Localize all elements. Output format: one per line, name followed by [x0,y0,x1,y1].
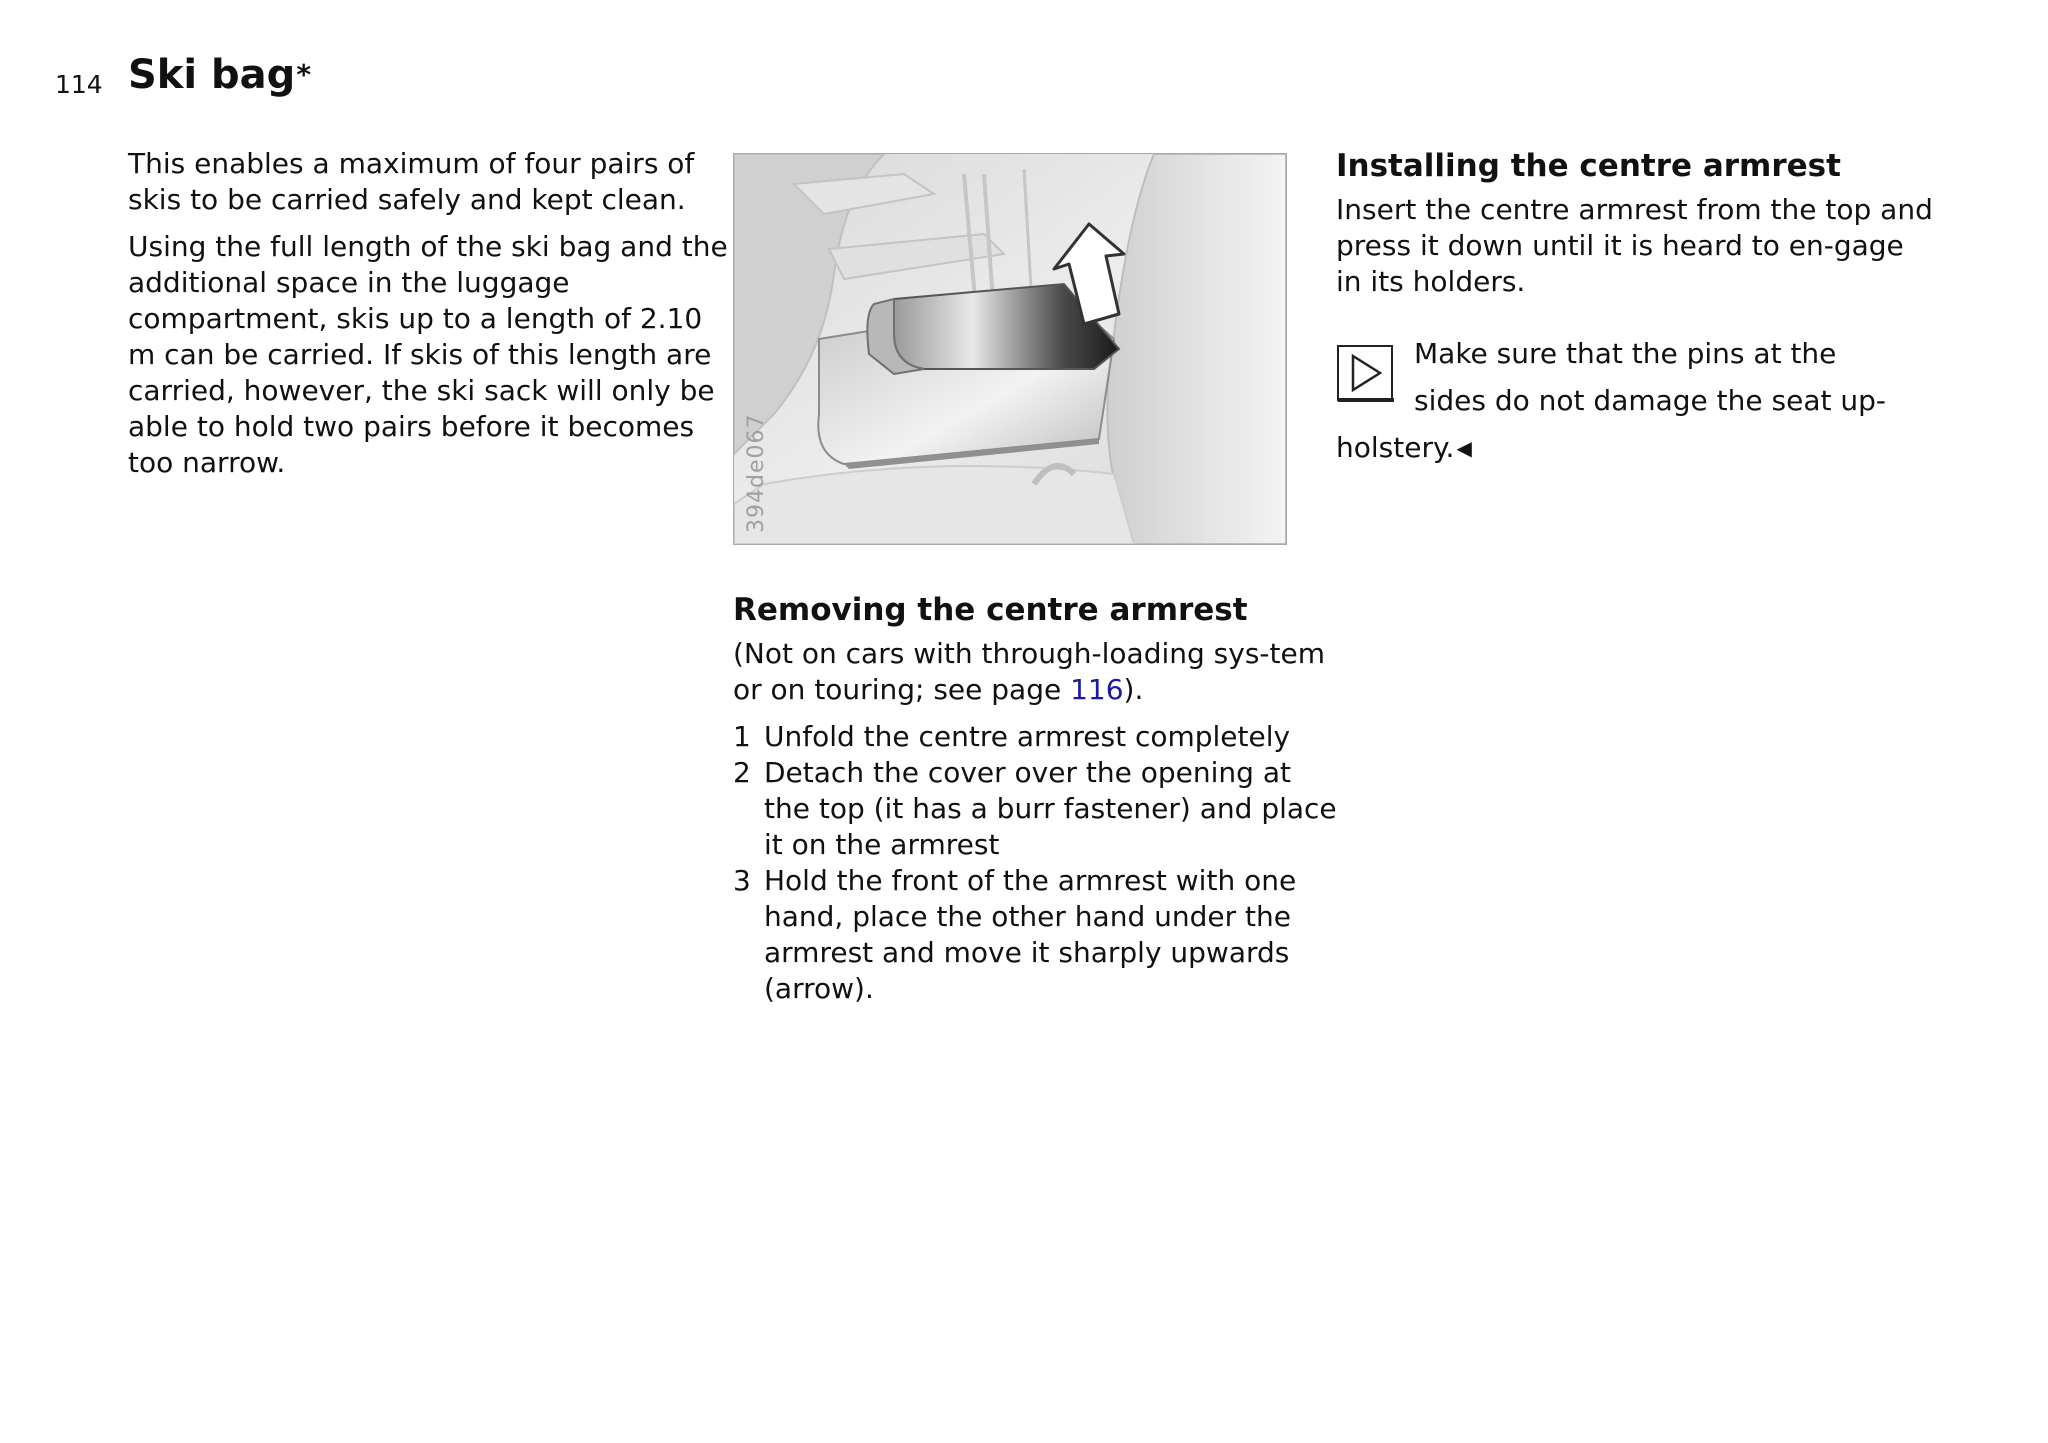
page-reference-link[interactable]: 116 [1070,673,1124,706]
step-number: 3 [733,864,751,897]
ski-bag-paragraph-2: Using the full length of the ski bag and the additional space in the luggage compartment, skis up to a length of 2.10 m can be carried. If skis of this length are carried, however, the ski sack will only be able to hold two pairs before it becomes too narrow. [128,230,728,479]
removing-armrest-heading: Removing the centre armrest [733,592,1248,628]
page-title [128,52,311,98]
caution-note-line-1: Make sure that the pins at the [1414,337,1837,370]
step-number: 2 [733,756,751,789]
page-title-text: Ski bag [128,52,296,98]
step-text: Detach the cover over the opening at the top (it has a burr fastener) and place it on the armrest [764,756,1337,861]
removing-armrest-intro [733,636,1343,708]
step-text: Unfold the centre armrest completely [764,720,1291,753]
intro-text-before-link: (Not on cars with through-loading sys-tem or on touring; see page [733,637,1326,706]
step-number: 1 [733,720,751,753]
optional-equipment-mark: * [296,58,311,91]
caution-note-line-2: sides do not damage the seat up- [1414,384,1887,417]
step-text: Hold the front of the armrest with one hand, place the other hand under the armrest and move it sharply upwards (arrow). [764,864,1297,1005]
ski-bag-paragraph-1: This enables a maximum of four pairs of skis to be carried safely and kept clean. [128,147,695,216]
section-end-icon: ◀ [1456,436,1472,460]
list-item [733,755,1343,863]
page-number: 114 [55,70,103,99]
caution-note-line-3-text: holstery. [1336,431,1455,464]
removing-armrest-section [733,590,1343,1007]
caution-note [1336,336,1936,466]
list-item [733,863,1343,1007]
installing-armrest-heading: Installing the centre armrest [1336,148,1841,184]
intro-text-after-link: ). [1123,673,1144,706]
ski-bag-description [128,146,728,492]
installing-armrest-section [1336,146,1936,477]
armrest-removal-illustration [733,153,1287,545]
caution-note-line-3 [1336,430,1936,466]
list-item [733,719,1343,755]
installing-armrest-text: Insert the centre armrest from the top and press it down until it is heard to en-gage in its holders. [1336,193,1933,298]
figure-code: 394de067 [744,413,769,533]
caution-triangle-icon [1336,344,1394,402]
removal-steps-list [733,719,1343,1007]
